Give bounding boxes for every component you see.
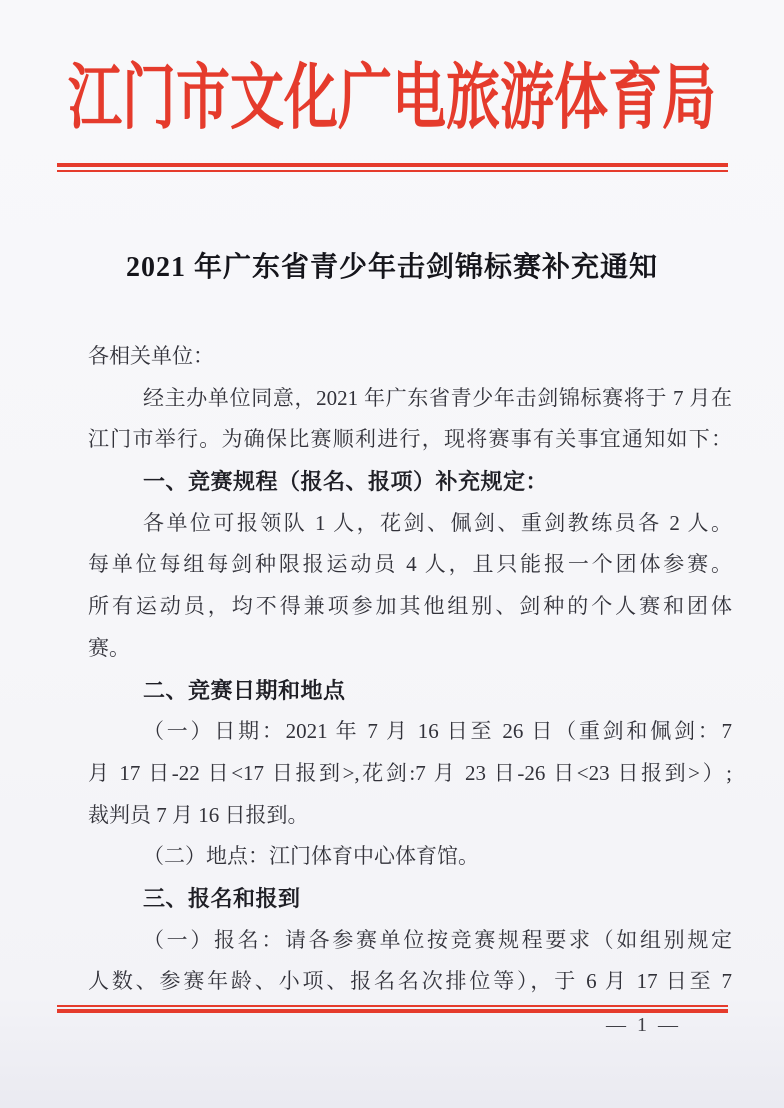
document-line: （一）日期：2021 年 7 月 16 日至 26 日（重剑和佩剑：7 — [143, 719, 732, 744]
footer-rule — [57, 1005, 728, 1013]
section-heading: 三、报名和报到 — [143, 885, 301, 911]
document-line: （二）地点：江门体育中心体育馆。 — [143, 844, 479, 869]
document-line: 月 17 日-22 日<17 日报到>,花剑:7 月 23 日-26 日<23 日报到>）; — [88, 760, 732, 785]
header-rule — [57, 163, 728, 172]
document-line: 人数、参赛年龄、小项、报名名次排位等），于 6 月 17 日至 7 — [88, 969, 732, 994]
section-heading: 二、竞赛日期和地点 — [143, 677, 346, 703]
document-line: 各单位可报领队 1 人，花剑、佩剑、重剑教练员各 2 人。 — [143, 510, 732, 535]
document-line: 所有运动员，均不得兼项参加其他组别、剑种的个人赛和团体 — [88, 594, 732, 619]
document-line: 裁判员 7 月 16 日报到。 — [88, 802, 309, 827]
section-heading: 一、竞赛规程（报名、报项）补充规定： — [143, 469, 549, 495]
header-rule-thin-line — [57, 170, 728, 172]
document-line: 赛。 — [88, 635, 130, 660]
agency-name: 江门市文化广电旅游体育局 — [68, 58, 716, 138]
document-line: （一）报名：请各参赛单位按竞赛规程要求（如组别规定 — [143, 927, 732, 952]
document-line: 每单位每组每剑种限报运动员 4 人，且只能报一个团体参赛。 — [88, 552, 732, 577]
document-body — [88, 336, 732, 1003]
footer-rule-thick-line — [57, 1009, 728, 1013]
document-title: 2021 年广东省青少年击剑锦标赛补充通知 — [125, 252, 658, 283]
document-line: 各相关单位： — [88, 344, 214, 368]
document-line: 经主办单位同意，2021 年广东省青少年击剑锦标赛将于 7 月在 — [143, 385, 732, 410]
document-line: 江门市举行。为确保比赛顺利进行，现将赛事有关事宜通知如下： — [88, 427, 732, 452]
page-number: — 1 — — [606, 1014, 681, 1036]
